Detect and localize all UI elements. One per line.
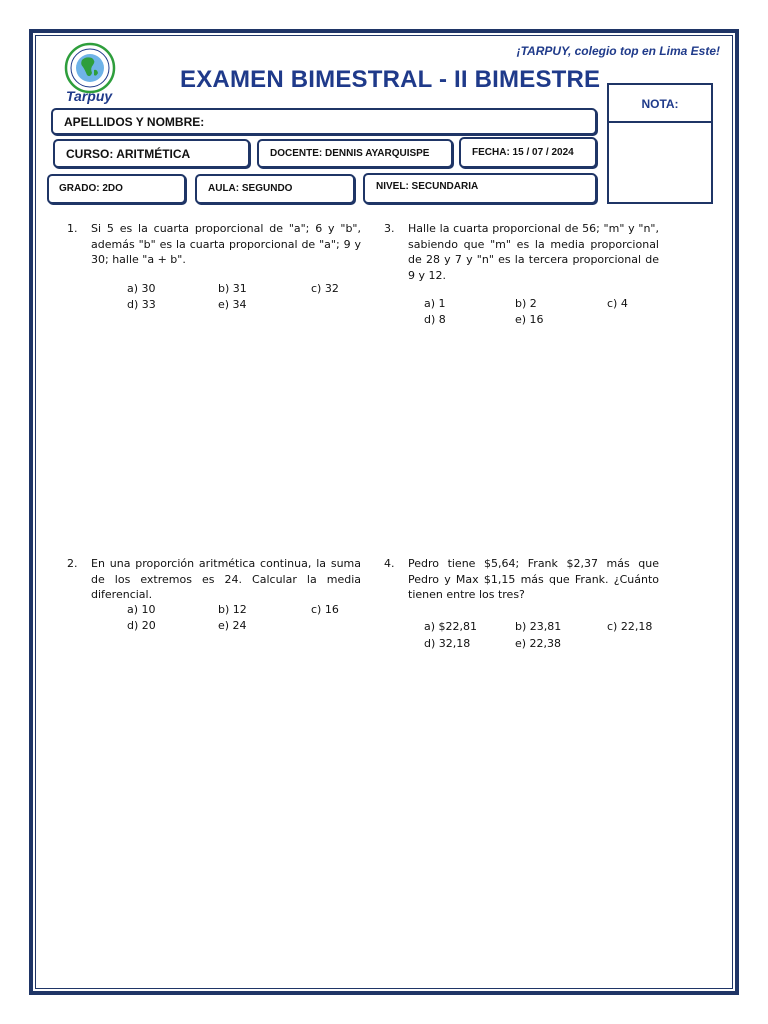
logo-name: Tarpuy xyxy=(66,88,113,104)
question-3 xyxy=(384,221,684,336)
option-c[interactable]: c) 22,18 xyxy=(607,620,653,633)
question-text: Si 5 es la cuarta proporcional de "a"; 6 y "b", además "b" es la cuarta proporcional de "a"; 9 y 30; halle "a + b". xyxy=(91,222,361,266)
teacher-field xyxy=(257,139,453,168)
question-number: 2. xyxy=(67,557,78,570)
grade-field xyxy=(47,174,186,204)
option-d[interactable]: d) 33 xyxy=(127,298,156,311)
option-b[interactable]: b) 31 xyxy=(218,282,247,295)
date-label: FECHA: 15 / 07 / 2024 xyxy=(472,147,574,158)
option-c[interactable]: c) 16 xyxy=(311,603,339,616)
student-name-label: APELLIDOS Y NOMBRE: xyxy=(64,115,205,129)
teacher-label: DOCENTE: DENNIS AYARQUISPE xyxy=(270,148,430,159)
option-d[interactable]: d) 20 xyxy=(127,619,156,632)
question-number: 1. xyxy=(67,222,78,235)
question-4 xyxy=(384,556,684,656)
school-tagline: ¡TARPUY, colegio top en Lima Este! xyxy=(516,44,720,58)
question-text: Halle la cuarta proporcional de 56; "m" y "n", sabiendo que "m" es la media proporcional de 28 y 7 y "n" es la tercera proporcional de 9 y 12. xyxy=(408,222,659,282)
option-c[interactable]: c) 4 xyxy=(607,297,628,310)
level-field xyxy=(363,173,597,204)
option-a[interactable]: a) 30 xyxy=(127,282,156,295)
date-field xyxy=(459,137,597,168)
option-a[interactable]: a) 1 xyxy=(424,297,446,310)
student-name-field[interactable] xyxy=(51,108,597,135)
score-label: NOTA: xyxy=(609,85,711,123)
grade-label: GRADO: 2DO xyxy=(59,183,123,194)
question-number: 3. xyxy=(384,222,395,235)
grade-score-box[interactable] xyxy=(607,83,713,204)
question-number: 4. xyxy=(384,557,395,570)
classroom-label: AULA: SEGUNDO xyxy=(208,183,293,194)
course-field xyxy=(53,139,250,168)
option-e[interactable]: e) 34 xyxy=(218,298,247,311)
option-b[interactable]: b) 12 xyxy=(218,603,247,616)
option-a[interactable]: a) $22,81 xyxy=(424,620,478,633)
option-a[interactable]: a) 10 xyxy=(127,603,156,616)
option-e[interactable]: e) 22,38 xyxy=(515,637,562,650)
course-label: CURSO: ARITMÉTICA xyxy=(66,147,191,161)
option-e[interactable]: e) 16 xyxy=(515,313,544,326)
option-d[interactable]: d) 32,18 xyxy=(424,637,471,650)
level-label: NIVEL: SECUNDARIA xyxy=(376,181,479,192)
question-text: Pedro tiene $5,64; Frank $2,37 más que Pedro y Max $1,15 más que Frank. ¿Cuánto tienen entre los tres? xyxy=(408,557,659,601)
classroom-field xyxy=(195,174,355,204)
option-b[interactable]: b) 23,81 xyxy=(515,620,562,633)
question-text: En una proporción aritmética continua, la suma de los extremos es 24. Calcular la media diferencial. xyxy=(91,557,361,601)
option-d[interactable]: d) 8 xyxy=(424,313,446,326)
question-1 xyxy=(67,221,363,321)
school-logo-icon xyxy=(64,42,116,94)
question-2 xyxy=(67,556,363,636)
option-b[interactable]: b) 2 xyxy=(515,297,537,310)
exam-title: EXAMEN BIMESTRAL - II BIMESTRE xyxy=(180,66,601,93)
option-e[interactable]: e) 24 xyxy=(218,619,247,632)
option-c[interactable]: c) 32 xyxy=(311,282,339,295)
